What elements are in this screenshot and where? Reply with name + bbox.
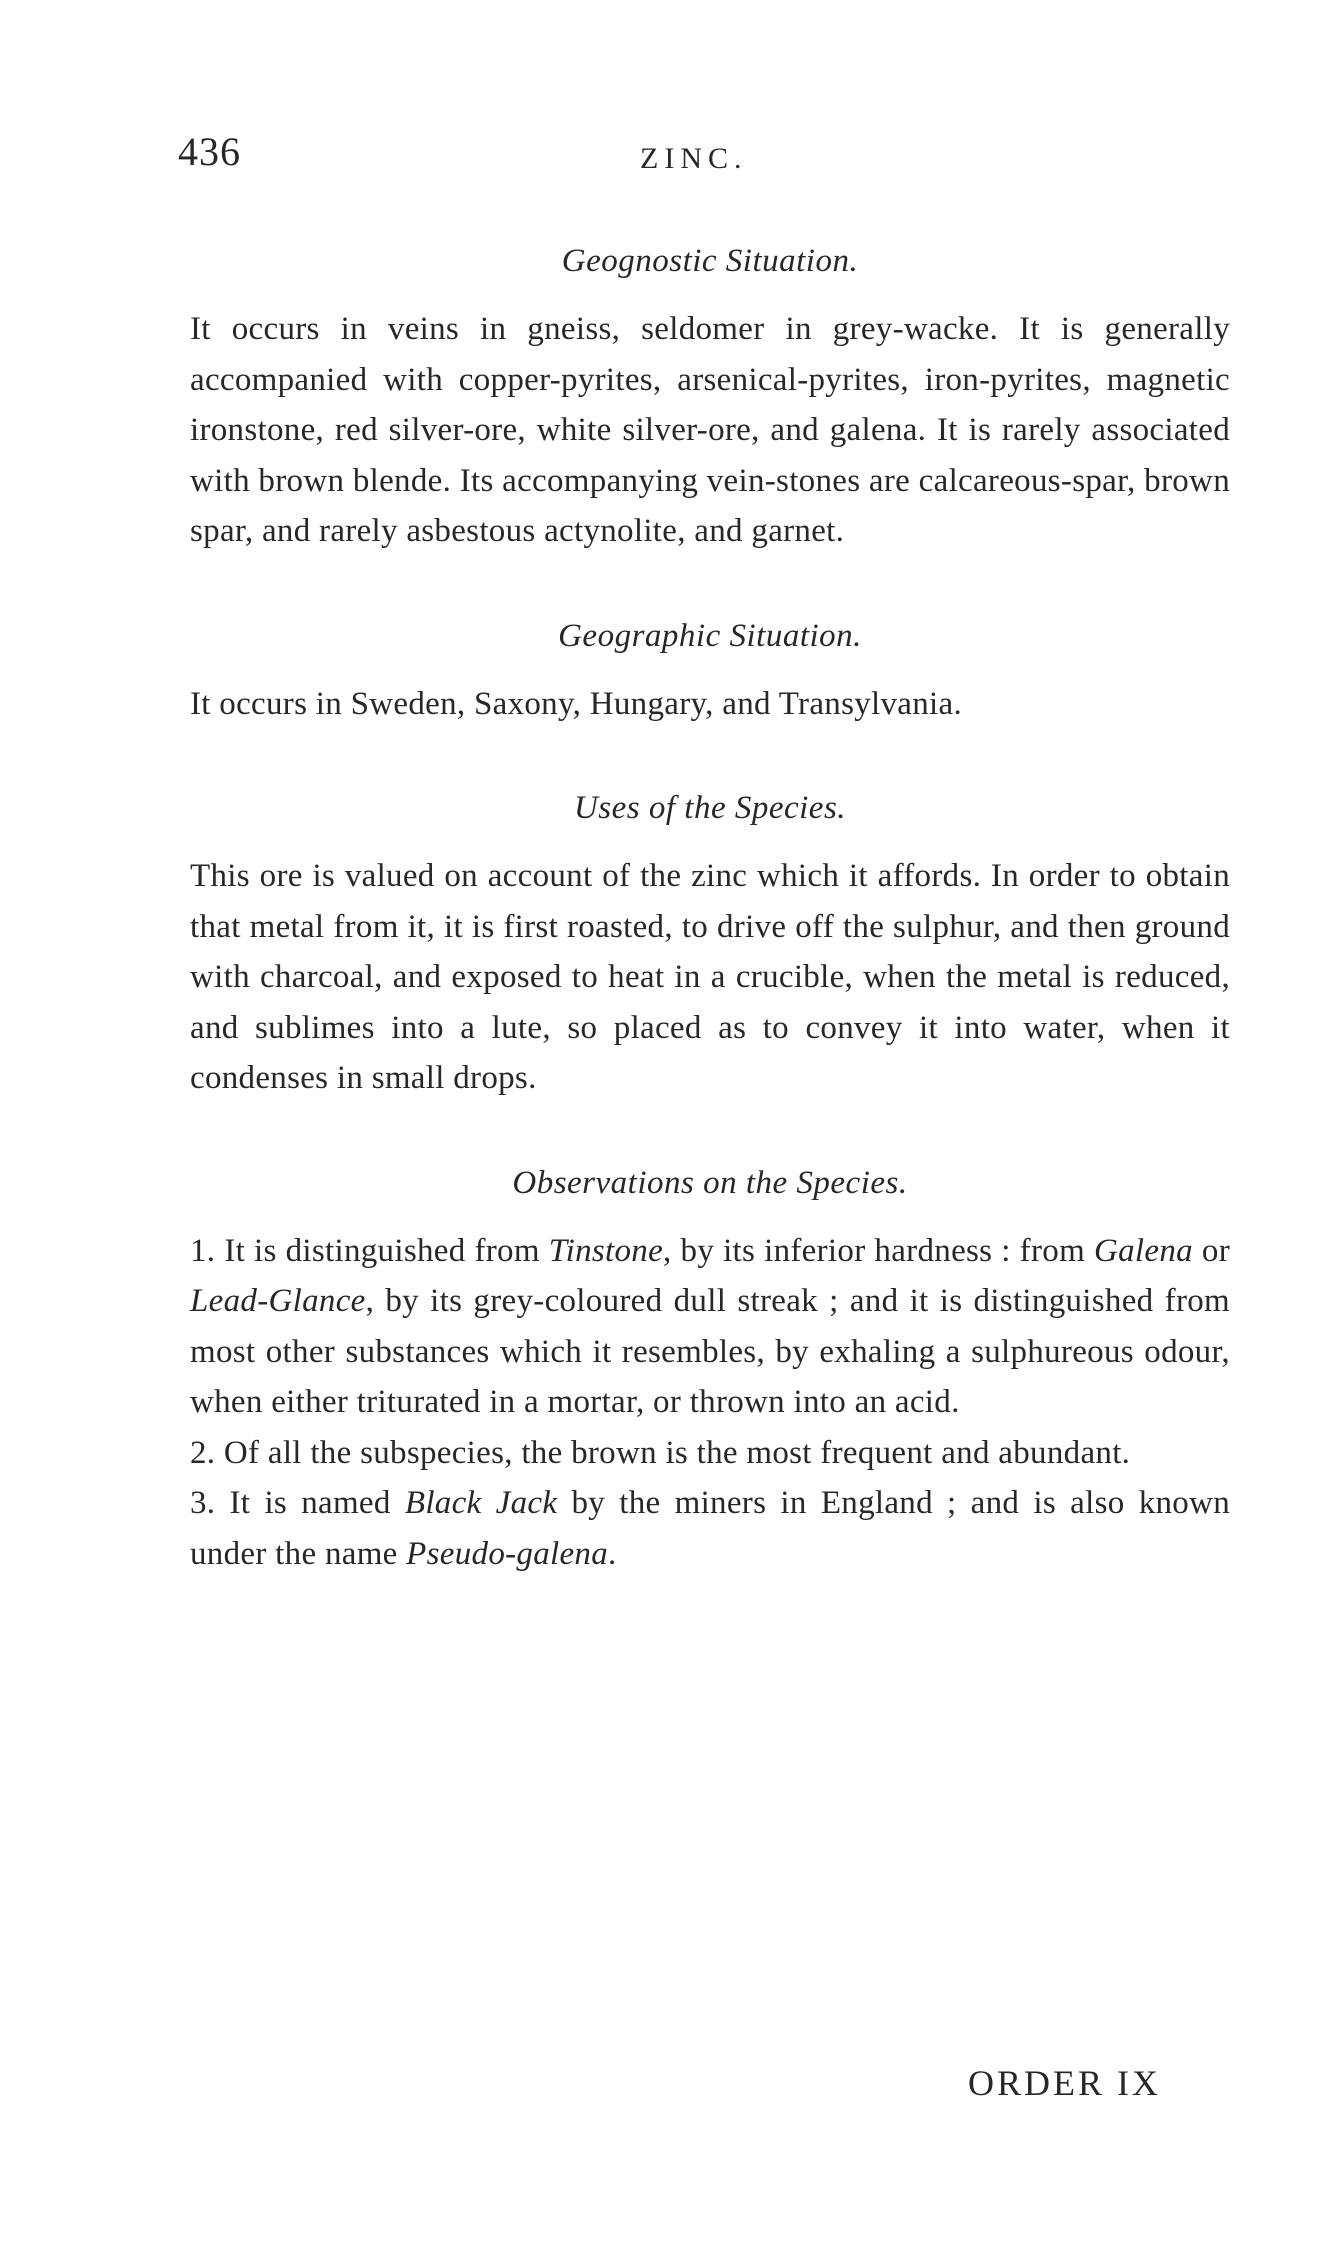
section-uses	[190, 785, 1230, 1104]
text-run: It is named	[215, 1485, 405, 1521]
italic-term: Tinstone	[548, 1232, 664, 1269]
section-heading: Uses of the Species.	[573, 790, 847, 826]
text-run: , by its inferior hardness : from	[663, 1232, 1094, 1269]
section-geographic	[190, 613, 1230, 730]
running-title: ZINC.	[640, 142, 748, 175]
section-heading: Geognostic Situation.	[561, 243, 859, 279]
item-number: 3.	[190, 1485, 216, 1521]
item-number: 1.	[190, 1232, 216, 1269]
paragraph: It occurs in veins in gneiss, seldomer in grey-wacke. It is generally accompanied with copper-pyrites, arsenical-pyrites, iron-pyrites, magnetic ironstone, red silver-ore, white silver-ore, and galena. It is rarely associated with brown blende. Its accompanying vein-stones are calcareous-spar, brown spar, and rarely asbestous actynolite, and garnet.	[190, 311, 1230, 549]
italic-term: Pseudo-galena	[406, 1535, 609, 1572]
text-run: It is distinguished from	[215, 1232, 549, 1269]
paragraph: It occurs in Sweden, Saxony, Hungary, and Transylvania.	[190, 685, 963, 722]
text-run: .	[608, 1535, 617, 1572]
section-observations	[190, 1160, 1230, 1580]
italic-term: Black Jack	[404, 1485, 558, 1521]
item-number: 2.	[190, 1434, 216, 1471]
observation-item-2	[190, 1428, 1230, 1479]
page-body	[190, 238, 1230, 1579]
text-run: , by its grey-coloured dull streak ; and it is distinguished from most other substances which it resembles, by exhaling a sulphureous odour, when either triturated in a mortar, or thrown into an acid.	[190, 1283, 1230, 1420]
catchword: ORDER IX	[968, 2063, 1161, 2103]
text-run: Of all the subspecies, the brown is the most frequent and abundant.	[215, 1434, 1131, 1471]
observation-item-3	[190, 1478, 1230, 1579]
section-geognostic	[190, 238, 1230, 557]
text-run: or	[1192, 1232, 1230, 1269]
paragraph: This ore is valued on account of the zinc which it affords. In order to obtain that metal from it, it is first roasted, to drive off the sulphur, and then ground with charcoal, and exposed to heat in a crucible, when the metal is reduced, and sublimes into a lute, so placed as to convey it into water, when it condenses in small drops.	[190, 858, 1230, 1096]
section-heading: Observations on the Species.	[512, 1164, 908, 1201]
text-run: by the miners in England ; and is also known under the name	[190, 1485, 1231, 1572]
page-number: 436	[178, 129, 241, 174]
italic-term: Galena	[1094, 1232, 1193, 1269]
section-heading: Geographic Situation.	[558, 617, 862, 654]
italic-term: Lead-Glance	[190, 1283, 366, 1319]
observation-item-1	[190, 1226, 1230, 1428]
